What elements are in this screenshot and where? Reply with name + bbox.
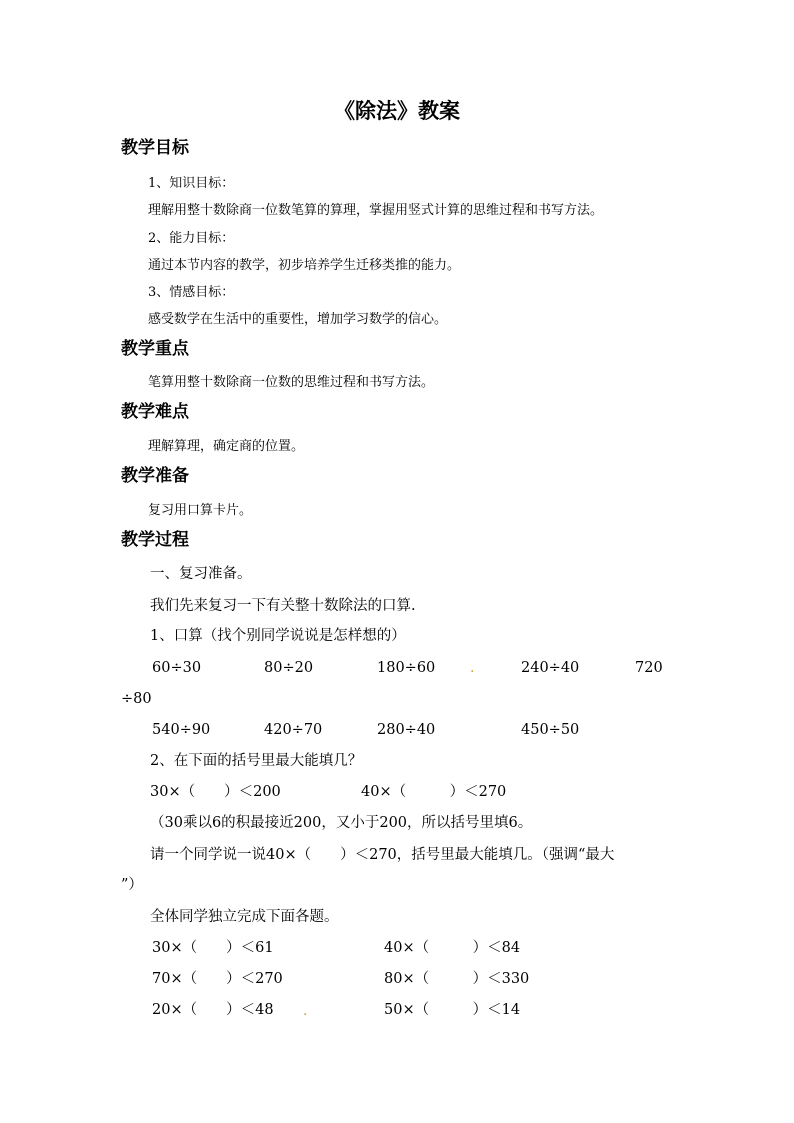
ability-label: 2、能力目标： <box>148 231 235 246</box>
exercise-item: 30×（ ）＜61 <box>152 940 274 956</box>
exercise-item: 80×（ ）＜330 <box>384 971 530 987</box>
exercise-item: 70×（ ）＜270 <box>152 971 283 987</box>
oral-item: 80÷20 <box>264 660 314 676</box>
oral-item-wrap: ÷80 <box>121 691 152 707</box>
key-points-text: 笔算用整十数除商一位数的思维过程和书写方法。 <box>148 375 435 390</box>
explain-text: （30乘以6的积最接近200，又小于200，所以括号里填6。 <box>150 815 533 831</box>
exercise-item: 40×（ ）＜84 <box>384 940 521 956</box>
independent-text: 全体同学独立完成下面各题。 <box>150 909 339 925</box>
heading-preparation: 教学准备 <box>121 466 189 486</box>
fill-example: 30×（ ）＜200 <box>150 784 281 800</box>
exercise-item: 50×（ ）＜14 <box>384 1002 521 1018</box>
preparation-text: 复习用口算卡片。 <box>148 503 253 518</box>
fill-label: 2、在下面的括号里最大能填几？ <box>150 753 363 769</box>
oral-item: 540÷90 <box>152 722 211 738</box>
ask-text-line2: ”） <box>121 877 143 893</box>
stray-mark: . <box>470 660 475 676</box>
heading-process: 教学过程 <box>121 530 189 550</box>
difficulties-text: 理解算理，确定商的位置。 <box>148 439 305 454</box>
emotion-text: 感受数学在生活中的重要性，增加学习数学的信心。 <box>148 312 448 327</box>
oral-item: 180÷60 <box>377 660 436 676</box>
exercise-item: 20×（ ）＜48 <box>152 1002 274 1018</box>
fill-example: 40×（ ）＜270 <box>361 784 507 800</box>
review-intro: 我们先来复习一下有关整十数除法的口算. <box>150 598 416 614</box>
page-title: 《除法》教案 <box>334 98 460 123</box>
oral-item: 450÷50 <box>521 722 580 738</box>
stray-mark: . <box>303 1003 308 1019</box>
oral-item: 720 <box>635 660 663 676</box>
oral-item: 420÷70 <box>264 722 323 738</box>
heading-key-points: 教学重点 <box>121 339 189 359</box>
heading-objectives: 教学目标 <box>121 138 189 158</box>
ask-text-line1: 请一个同学说一说40×（ ）＜270，括号里最大能填几。（强调“最大 <box>150 847 615 863</box>
knowledge-text: 理解用整十数除商一位数笔算的算理，掌握用竖式计算的思维过程和书写方法。 <box>148 203 604 218</box>
oral-item: 240÷40 <box>521 660 580 676</box>
ability-text: 通过本节内容的教学，初步培养学生迁移类推的能力。 <box>148 258 461 273</box>
emotion-label: 3、情感目标： <box>148 285 235 300</box>
knowledge-label: 1、知识目标： <box>148 176 235 191</box>
oral-item: 280÷40 <box>377 722 436 738</box>
step-review: 一、复习准备。 <box>150 566 252 582</box>
oral-label: 1、口算（找个别同学说说是怎样想的） <box>150 628 406 644</box>
oral-item: 60÷30 <box>152 660 202 676</box>
heading-difficulties: 教学难点 <box>121 402 189 422</box>
